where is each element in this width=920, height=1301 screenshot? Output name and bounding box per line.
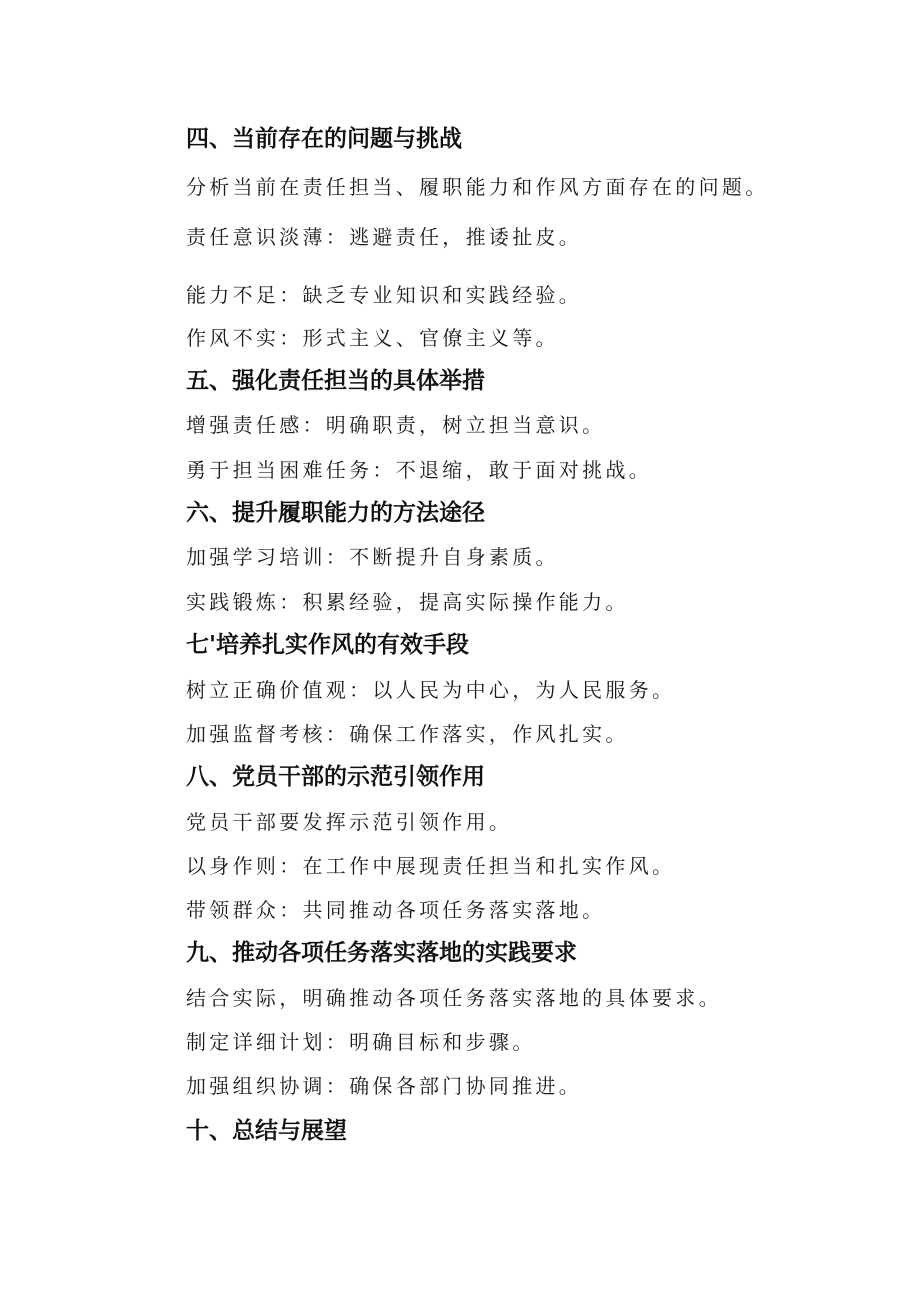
paragraph: 加强学习培训：不断提升自身素质。 <box>186 545 559 569</box>
paragraph: 加强监督考核：确保工作落实，作风扎实。 <box>186 722 629 746</box>
paragraph: 分析当前在责任担当、履职能力和作风方面存在的问题。 <box>186 175 769 199</box>
paragraph: 勇于担当困难任务：不退缩，敢于面对挑战。 <box>186 458 652 482</box>
section-heading-6: 六、提升履职能力的方法途径 <box>186 500 485 526</box>
paragraph: 以身作则：在工作中展现责任担当和扎实作风。 <box>186 854 676 878</box>
paragraph: 树立正确价值观：以人民为中心，为人民服务。 <box>186 678 676 702</box>
paragraph: 党员干部要发挥示范引领作用。 <box>186 810 513 834</box>
section-heading-5: 五、强化责任担当的具体举措 <box>186 368 485 394</box>
section-heading-8: 八、党员干部的示范引领作用 <box>186 764 485 790</box>
paragraph: 实践锻炼：积累经验，提高实际操作能力。 <box>186 590 629 614</box>
section-heading-10: 十、总结与展望 <box>186 1118 347 1144</box>
paragraph: 作风不实：形式主义、官僚主义等。 <box>186 326 559 350</box>
paragraph: 责任意识淡薄：逃避责任，推诿扯皮。 <box>186 225 583 249</box>
section-heading-4: 四、当前存在的问题与挑战 <box>186 126 462 152</box>
paragraph: 加强组织协调：确保各部门协同推进。 <box>186 1074 583 1098</box>
paragraph: 结合实际，明确推动各项任务落实落地的具体要求。 <box>186 986 722 1010</box>
paragraph: 增强责任感：明确职责，树立担当意识。 <box>186 413 606 437</box>
paragraph: 能力不足：缺乏专业知识和实践经验。 <box>186 283 583 307</box>
section-heading-7: 七'培养扎实作风的有效手段 <box>186 632 470 658</box>
section-heading-9: 九、推动各项任务落实落地的实践要求 <box>186 940 577 966</box>
paragraph: 制定详细计划：明确目标和步骤。 <box>186 1030 536 1054</box>
paragraph: 带领群众：共同推动各项任务落实落地。 <box>186 898 606 922</box>
